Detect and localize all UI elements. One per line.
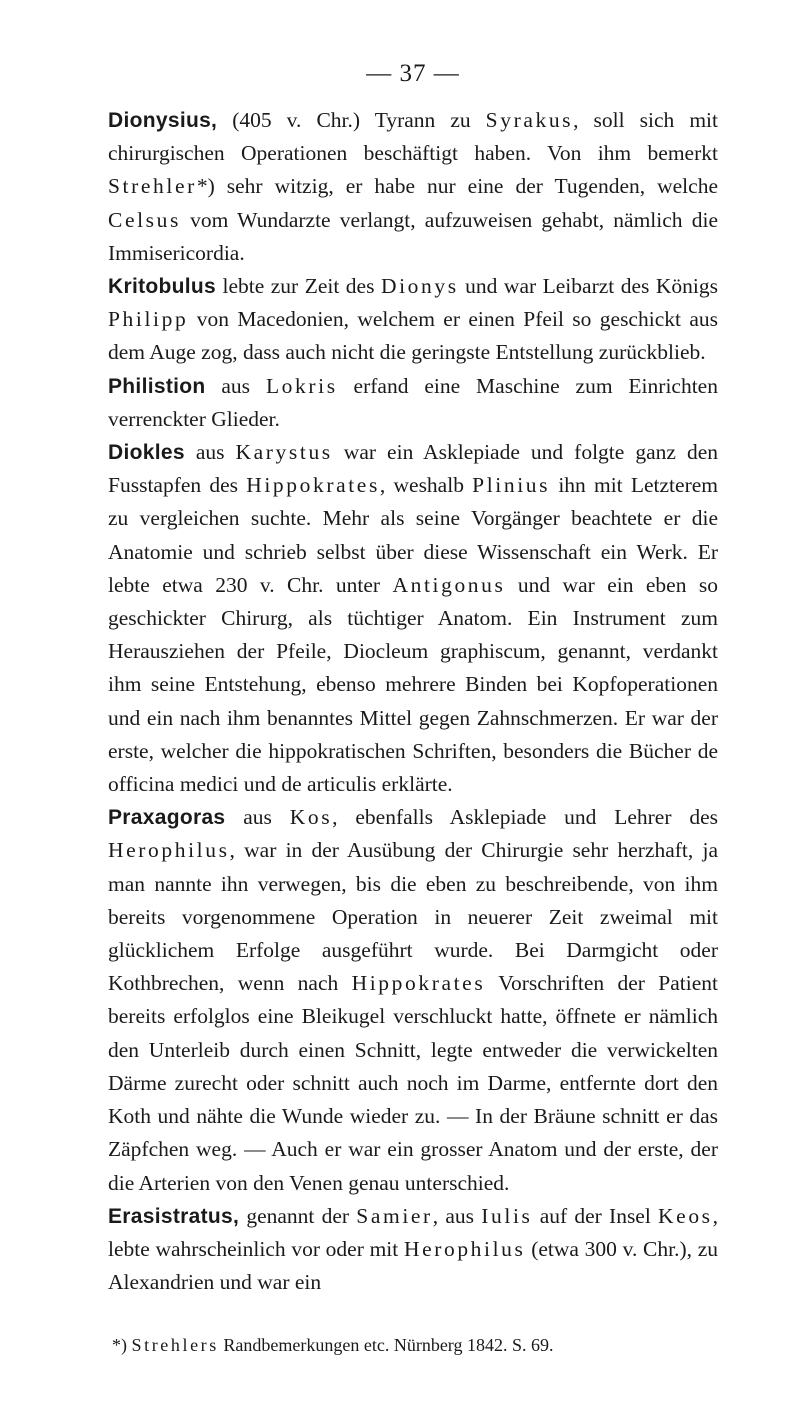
text-segment: (405 v. Chr.) Tyrann zu [217, 108, 486, 132]
footnote-text: Randbemerkungen etc. Nürnberg 1842. S. 69. [218, 1335, 554, 1356]
text-segment: aus [184, 440, 236, 465]
book-page [108, 60, 718, 1357]
text-segment: aus [225, 805, 290, 830]
text-segment: und war ein eben so geschickter Chirurg, als tüchtiger Anatom. Ein Instrument zum Herausziehen der Pfeile, Diocleum graphiscum, genannt, verdankt ihm seine Entstehung, ebenso mehrere Binden bei Kopfoperationen und ein nach ihm benanntes Mittel gegen Zahnschmerzen. Er war der erste, welcher die hippokratischen Schriften, besonders die Bücher de officina medici und de articulis erklärte. [108, 572, 718, 797]
spaced-name: Karystus [235, 440, 333, 465]
text-segment: , aus [432, 1203, 482, 1228]
entry-name: Praxagoras [108, 806, 226, 830]
entry-name: Dionysius, [108, 109, 218, 132]
text-segment: Vorschriften der Patient bereits erfolglos eine Bleikugel verschluckt hatte, öffnete er nämlich den Unterleib durch einen Schnitt, legte entweder die verwickelten Därme zurecht oder schnitt auch noch im Darme, entfernte dort den Koth und nähte die Wunde wieder zu. — In der Bräune schnitt er das Zäpfchen weg. — Auch er war ein grosser Anatom und der erste, der die Arterien von den Venen genau unterschied. [108, 971, 718, 1195]
paragraph [108, 1200, 718, 1300]
body-text [108, 104, 718, 1299]
spaced-name: Hippokrates [351, 971, 486, 996]
text-segment: , weshalb [379, 473, 473, 498]
paragraph [108, 436, 718, 801]
text-segment: lebte zur Zeit des [216, 274, 381, 299]
entry-name: Diokles [108, 441, 185, 465]
text-segment: von Macedonien, welchem er einen Pfeil so geschickt aus dem Auge zog, dass auch nicht die geringste Entstellung zurückblieb. [108, 307, 718, 365]
footnote-author: Strehlers [131, 1335, 219, 1356]
footnote [108, 1333, 718, 1357]
text-segment: (etwa 300 v. Chr.), zu Alexandrien und war ein [108, 1236, 718, 1295]
text-segment: ihn mit Letzterem zu vergleichen suchte. Mehr als seine Vorgänger beachtete er die Anatomie und schrieb selbst über diese Wissenschaft ein Werk. Er lebte etwa 230 v. Chr. unter [108, 473, 718, 597]
text-segment: *) sehr witzig, er habe nur eine der Tugenden, welche [196, 174, 718, 199]
text-segment: , lebte wahrscheinlich vor oder mit [108, 1203, 719, 1261]
text-segment: war ein Asklepiade und folgte ganz den Fusstapfen des [108, 440, 718, 498]
spaced-name: Strehler [108, 174, 197, 199]
text-segment: vom Wundarzte verlangt, aufzuweisen gehabt, nämlich die Immisericordia. [108, 207, 718, 265]
footnote-marker: *) [112, 1335, 127, 1356]
spaced-name: Lokris [265, 373, 338, 398]
entry-name: Erasistratus, [108, 1204, 240, 1228]
spaced-name: Herophilus [403, 1236, 526, 1261]
text-segment: , soll sich mit chirurgischen Operationen beschäftigt haben. Von ihm bemerkt [108, 108, 718, 166]
text-segment: , war in der Ausübung der Chirurgie sehr herzhaft, ja man nannte ihn verwegen, bis die eben zu beschreibende, von ihm bereits vorgenommene Operation in neuerer Zeit zweimal mit glücklichem Erfolge ausgeführt wurde. Bei Darmgicht oder Kothbrechen, wenn nach [108, 838, 718, 996]
spaced-name: Dionys [380, 274, 459, 299]
paragraph [108, 270, 718, 370]
entry-name: Kritobulus [108, 275, 216, 299]
paragraph [108, 801, 718, 1199]
text-segment: und war Leibarzt des Königs [458, 274, 718, 299]
text-segment: erfand eine Maschine zum Einrichten verrenckter Glieder. [108, 373, 718, 431]
spaced-name: Syrakus [485, 108, 574, 132]
spaced-name: Herophilus [108, 838, 230, 863]
spaced-name: Hippokrates [246, 473, 380, 498]
spaced-name: Philipp [108, 307, 189, 332]
spaced-name: Celsus [108, 207, 181, 232]
spaced-name: Plinius [472, 473, 551, 498]
text-segment: , ebenfalls Asklepiade und Lehrer des [332, 805, 718, 830]
text-segment: genannt der [239, 1203, 357, 1228]
entry-name: Philistion [108, 374, 206, 398]
spaced-name: Antigonus [392, 572, 506, 597]
spaced-name: Iulis [481, 1203, 533, 1228]
spaced-name: Kos [289, 805, 333, 830]
spaced-name: Keos [658, 1203, 713, 1228]
text-segment: aus [205, 373, 266, 398]
paragraph [108, 370, 718, 436]
text-segment: auf der Insel [532, 1203, 659, 1228]
paragraph [108, 104, 718, 270]
spaced-name: Samier [356, 1203, 433, 1228]
page-number: — 37 — [366, 60, 460, 87]
